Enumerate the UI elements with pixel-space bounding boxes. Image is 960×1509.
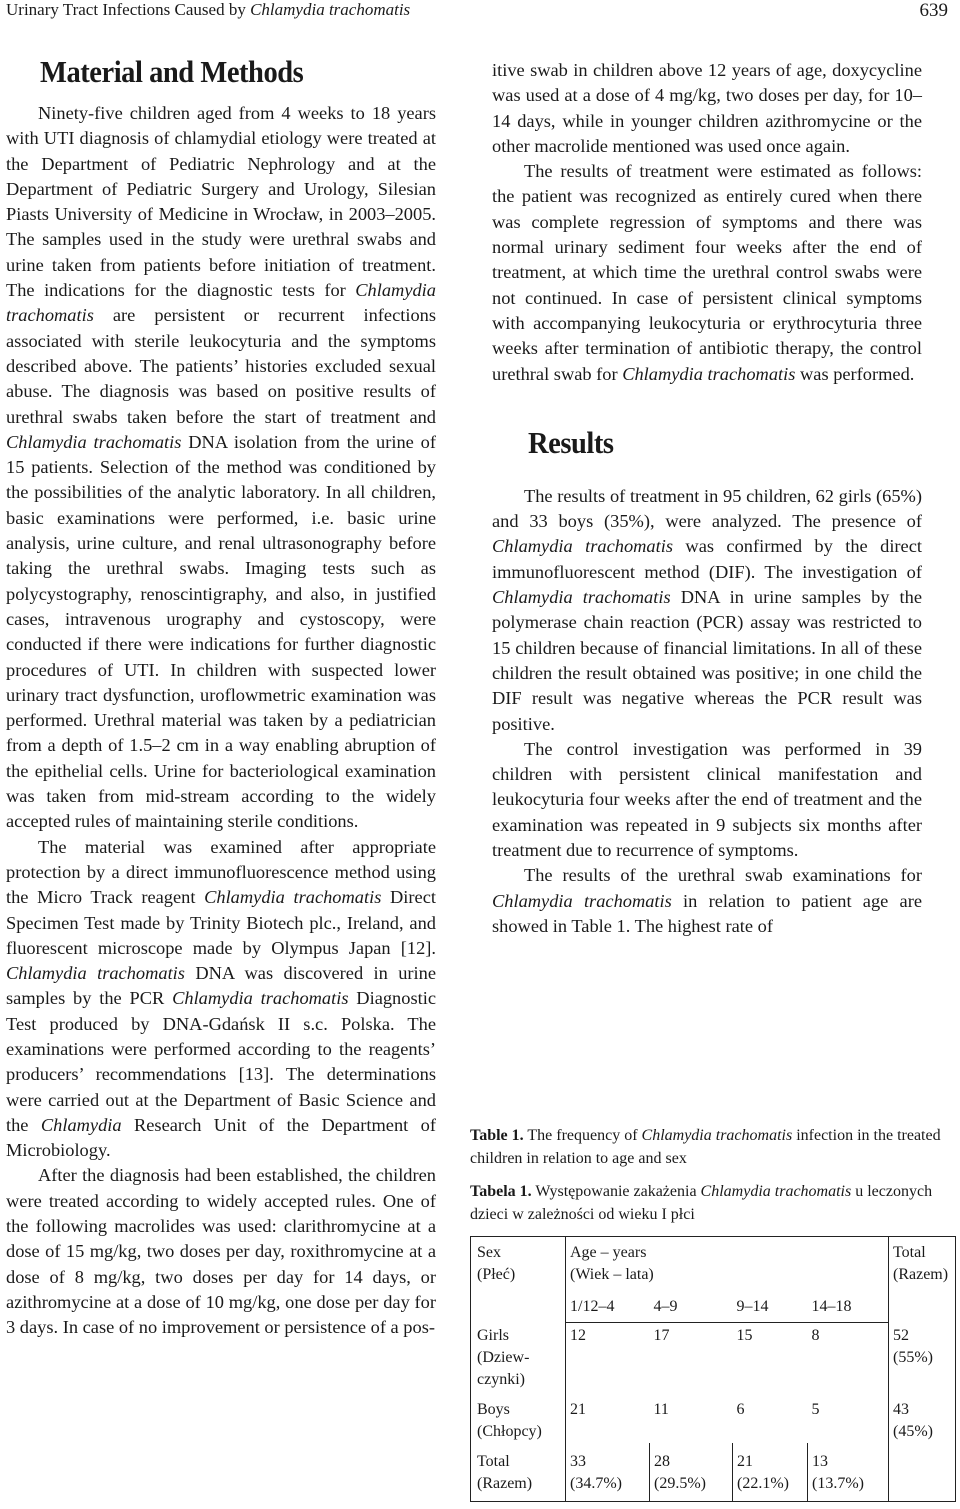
section-title-results: Results bbox=[528, 424, 614, 460]
paragraph: itive swab in children above 12 years of age, doxycycline was used at a dose of 4 mg/kg, two doses per day, for 10–14 days, while in younger children azithromycine or the other macrolide mentioned was used once again. bbox=[492, 60, 922, 156]
page-number: 639 bbox=[919, 0, 948, 21]
table-cell: 12 bbox=[570, 1327, 586, 1344]
table-cell: 8 bbox=[811, 1327, 820, 1344]
header-total: Total (Razem) bbox=[889, 1237, 956, 1323]
age-group: 14–18 bbox=[808, 1286, 889, 1323]
row-label: Boys (Chłopcy) bbox=[471, 1391, 566, 1443]
paragraph: Ninety-five children aged from 4 weeks to 18 years with UTI diagnosis of chlamydial etiology were treated at the Department of Pediatric Nephrology and at the Department of Pediatric Surgery and Urology, Silesian Piasts University of Medicine in Wrocław, in 2003–2005. The samples used in the study were urethral swabs and urine taken from patients before initiation of treatment. The indications for the diagnostic tests for Chlamydia trachomatis are persistent or recurrent infections associated with sterile leukocyturia and the symptoms described above. The patients’ histories excluded sexual abuse. The diagnosis was based on positive results of urethral swabs taken before the start of treatment and Chlamydia trachomatis DNA isolation from the urine of 15 patients. Selection of the method was conditioned by the possibilities of the analytic laboratory. In all children, basic examinations were performed, i.e. basic urine analysis, urine culture, and renal ultrasonography before taking the urethral swabs. Imaging tests such as polycystography, renoscintigraphy, and also, in justified cases, intravenous urography and cystoscopy, were conducted if there were indications for further diagnostic procedures of UTI. In children with suspected lower urinary tract dysfunction, uroflowmetric examination was performed. Urethral material was taken by a pediatrician from a depth of 1.5–2 cm in a way enabling abruption of the epithelial cells. Urine for bacteriological examination was taken from mid-stream according to the widely accepted rules of maintaining sterile conditions. bbox=[6, 103, 436, 832]
table-cell: 5 bbox=[811, 1400, 820, 1418]
paragraph: After the diagnosis had been established, the children were treated according to widely accepted rules. One of the following macrolides was used: clarithromycine at a dose of 15 mg/kg, two doses per day, roxithromycine at a dose of 8 mg/kg, two doses per day for 14 days, or azithromycine at a dose of 10 mg/kg, one dose per day for 3 days. In case of no improvement or persistence of a pos- bbox=[6, 1165, 436, 1338]
paragraph: The material was examined after appropriate protection by a direct immunofluorescence method using the Micro Track reagent Chlamydia trachomatis Direct Specimen Test made by Trinity Biotech plc., Ireland, and fluorescent microscope made by Olympus Japan [12]. Chlamydia trachomatis DNA was discovered in urine samples by the PCR Chlamydia trachomatis Diagnostic Test produced by DNA-Gdańsk II s.c. Polska. The examinations were performed according to the reagents’ producers’ recommendations [13]. The determinations were carried out at the Department of Basic Science and the Chlamydia Research Unit of the Department of Microbiology. bbox=[6, 836, 436, 1161]
table-row bbox=[471, 1391, 956, 1443]
table-cell-empty bbox=[889, 1443, 956, 1502]
left-column bbox=[6, 54, 436, 1341]
row-total: 52 (55%) bbox=[889, 1323, 956, 1391]
frequency-table bbox=[470, 1236, 956, 1502]
table-cell: 21 bbox=[570, 1400, 586, 1418]
paragraph: The results of treatment were estimated as follows: the patient was recognized as entirely cured when there was complete regression of symptoms and there was normal urinary sediment four weeks after the end of treatment, at which time the urethral control swabs were not continued. In case of persistent clinical symptoms with accompanying leukocyturia or erythrocyturia three weeks after termination of antibiotic therapy, the control urethral swab for Chlamydia trachomatis was performed. bbox=[492, 161, 922, 384]
table-cell: 28 (29.5%) bbox=[650, 1443, 733, 1502]
running-header bbox=[6, 0, 948, 26]
table-row bbox=[471, 1323, 956, 1391]
header-sex: Sex (Płeć) bbox=[471, 1237, 566, 1323]
age-group: 4–9 bbox=[650, 1286, 733, 1323]
header-age: Age – years (Wiek – lata) bbox=[566, 1237, 889, 1287]
table-cell: 17 bbox=[653, 1327, 670, 1344]
row-total: 43 (45%) bbox=[889, 1391, 956, 1443]
age-group: 9–14 bbox=[733, 1286, 808, 1323]
table-cell: 6 bbox=[736, 1400, 745, 1418]
paragraph: The results of the urethral swab examinations for Chlamydia trachomatis in relation to patient age are showed in Table 1. The highest rate of bbox=[492, 865, 922, 936]
table-caption-en: Table 1. The frequency of Chlamydia trachomatis infection in the treated children in relation to age and sex bbox=[470, 1127, 941, 1167]
age-group: 1/12–4 bbox=[566, 1286, 650, 1323]
row-label: Girls (Dziew- czynki) bbox=[471, 1323, 566, 1391]
table-cell: 11 bbox=[653, 1400, 669, 1418]
running-title: Urinary Tract Infections Caused by Chlamydia trachomatis bbox=[6, 0, 411, 19]
paragraph: The results of treatment in 95 children, 62 girls (65%) and 33 boys (35%), were analyzed. The presence of Chlamydia trachomatis was confirmed by the direct immunofluorescent method (DIF). The investigation of Chlamydia trachomatis DNA in urine samples by the polymerase chain reaction (PCR) assay was restricted to 15 children because of financial limitations. In all of these children the result obtained was positive; in one child the DIF result was negative whereas the PCR result was positive. bbox=[492, 485, 922, 734]
table-caption-pl: Tabela 1. Występowanie zakażenia Chlamydia trachomatis u leczonych dzieci w zależności od wieku I płci bbox=[470, 1183, 933, 1223]
right-column bbox=[492, 58, 922, 939]
table-cell: 13 (13.7%) bbox=[808, 1443, 889, 1502]
row-label: Total (Razem) bbox=[471, 1443, 566, 1502]
table-cell: 15 bbox=[736, 1327, 753, 1344]
section-title-material-methods: Material and Methods bbox=[40, 54, 304, 89]
table-cell: 21 (22.1%) bbox=[733, 1443, 808, 1502]
table-cell: 33 (34.7%) bbox=[566, 1443, 650, 1502]
table-header-row bbox=[471, 1237, 956, 1287]
table-total-row bbox=[471, 1443, 956, 1502]
paragraph: The control investigation was performed in 39 children with persistent clinical manifestation and leukocyturia four weeks after the end of treatment and the examination was repeated in 9 subjects six months after treatment due to recurrence of symptoms. bbox=[492, 738, 922, 861]
